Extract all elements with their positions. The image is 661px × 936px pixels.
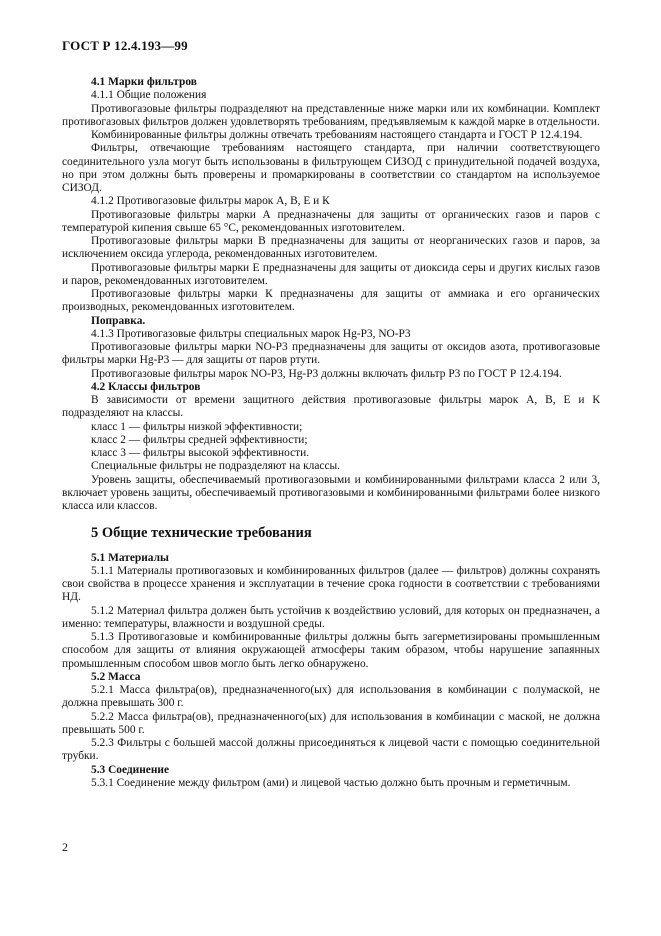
paragraph: Противогазовые фильтры марки К предназначены для защиты от аммиака и его органических производных, рекомендованных изготовителем.	[62, 288, 600, 314]
paragraph: 5.2.3 Фильтры с большей массой должны присоединяться к лицевой части с помощью соединительной трубки.	[62, 737, 600, 763]
paragraph: Противогазовые фильтры марки Е предназначены для защиты от диоксида серы и других кислых газов и паров, рекомендованных изготовителем.	[62, 261, 600, 287]
paragraph: Специальные фильтры не подразделяют на классы.	[91, 460, 341, 473]
paragraph: Противогазовые фильтры марки В предназначены для защиты от неорганических газов и паров, за исключением оксида углерода, рекомендованных изготовителем.	[62, 235, 600, 261]
subsection-heading: Поправка.	[91, 314, 146, 327]
paragraph: В зависимости от времени защитного действия противогазовые фильтры марок А, В, Е и К подразделяют на классы.	[62, 394, 600, 420]
section-heading: 5 Общие технические требования	[91, 525, 312, 542]
paragraph: 5.3.1 Соединение между фильтром (ами) и лицевой частью должно быть прочным и герметичным.	[91, 776, 571, 789]
paragraph: 5.2.2 Масса фильтра(ов), предназначенного(ых) для использования в комбинации с маской, не должна превышать 500 г.	[62, 710, 600, 736]
subsection-heading: 5.2 Масса	[91, 670, 141, 683]
paragraph: класс 2 — фильтры средней эффективности;	[91, 433, 308, 446]
paragraph: Фильтры, отвечающие требованиям настоящего стандарта, при наличии соответствующего соединительного узла могут быть использованы в фильтрующем СИЗОД с принудительной подачей воздуха, но при этом должны быть проверены и промаркированы в соответствии со стандартом на используемое СИЗОД.	[62, 142, 600, 194]
subsection-heading: 5.1 Материалы	[91, 551, 169, 564]
paragraph: 4.1.2 Противогазовые фильтры марок А, В, Е и К	[91, 195, 330, 208]
paragraph: 4.1.3 Противогазовые фильтры специальных марок Hg-P3, NO-P3	[91, 327, 411, 340]
paragraph: 5.1.1 Материалы противогазовых и комбинированных фильтров (далее — фильтров) должны сохранять свои свойства в процессе хранения и эксплуатации в течение срока годности в соответствии с требованиями НД.	[62, 564, 600, 604]
page-number: 2	[62, 840, 68, 854]
paragraph: 5.2.1 Масса фильтра(ов), предназначенного(ых) для использования в комбинации с полумаской, не должна превышать 300 г.	[62, 684, 600, 710]
document-body	[62, 76, 600, 790]
subsection-heading: 5.3 Соединение	[91, 763, 170, 776]
paragraph: Комбинированные фильтры должны отвечать требованиям настоящего стандарта и ГОСТ Р 12.4.194.	[91, 129, 583, 141]
paragraph: класс 1 — фильтры низкой эффективности;	[91, 420, 303, 433]
subsection-heading: 4.1 Марки фильтров	[91, 76, 197, 88]
subsection-heading: 4.2 Классы фильтров	[91, 380, 201, 393]
paragraph: 5.1.3 Противогазовые и комбинированные фильтры должны быть загерметизированы промышленным способом для защиты от влияния окружающей атмосферы таким образом, чтобы нарушение запаянных промышленным способом швов могло быть легко обнаружено.	[62, 631, 600, 670]
paragraph: 5.1.2 Материал фильтра должен быть устойчив к воздействию условий, для которых он предназначен, а именно: температуры, влажности и воздушной среды.	[62, 604, 600, 630]
paragraph: Уровень защиты, обеспечиваемый противогазовыми и комбинированными фильтрами класса 2 или 3, включает уровень защиты, обеспечиваемый противогазовыми и комбинированными фильтрами более низкого класса или классов.	[62, 473, 600, 512]
paragraph: Противогазовые фильтры марки NO-P3 предназначены для защиты от оксидов азота, противогазовые фильтры марки Hg-P3 — для защиты от паров ртути.	[62, 341, 600, 367]
paragraph: класс 3 — фильтры высокой эффективности.	[91, 447, 310, 459]
paragraph: Противогазовые фильтры марки А предназначены для защиты от органических газов и паров с температурой кипения свыше 65 °С, рекомендованных изготовителем.	[62, 208, 600, 234]
standard-code-header: ГОСТ Р 12.4.193—99	[62, 38, 188, 53]
paragraph: 4.1.1 Общие положения	[91, 89, 207, 102]
paragraph: Противогазовые фильтры подразделяют на представленные ниже марки или их комбинации. Комплект противогазовых фильтров должен удовлетворять требованиям, предъявляемым к каждой марке в отдельности.	[62, 102, 600, 128]
paragraph: Противогазовые фильтры марок NO-P3, Hg-P3 должны включать фильтр P3 по ГОСТ Р 12.4.194.	[91, 367, 562, 380]
